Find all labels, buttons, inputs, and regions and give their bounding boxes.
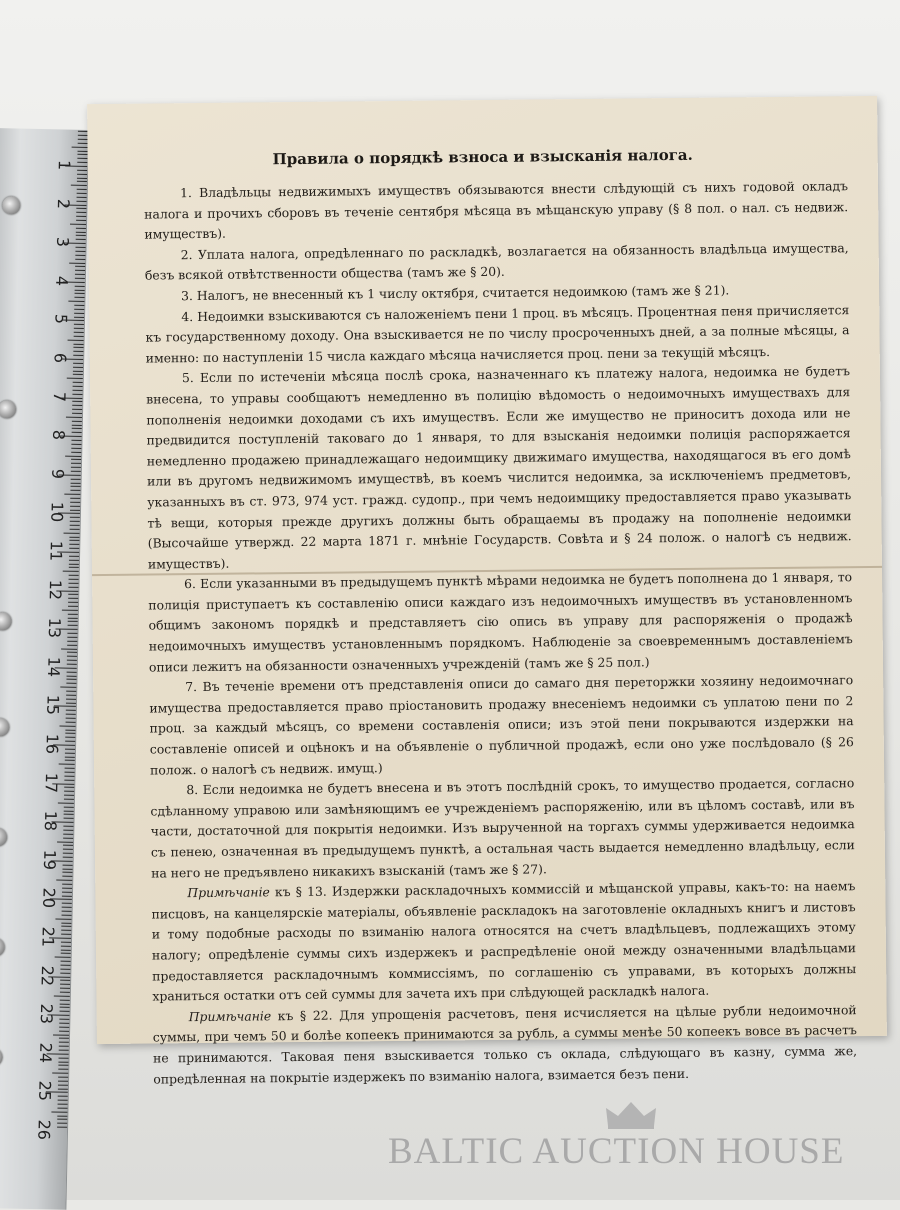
ruler-tick [65,729,75,730]
ruler-tick [75,251,85,252]
ruler-tick [57,1119,67,1120]
paragraph-1: 1. Владѣльцы недвижимыхъ имуществъ обязываются внести слѣдующій съ нихъ годовой окладъ налога и прочихъ сборовъ въ теченіе сентября мѣсяца въ мѣщанскую управу (§ 8 пол. о нал. съ недвиж. имуществъ). [144,178,849,242]
ruler-tick [55,957,71,958]
ruler-tick [62,914,72,915]
ruler-tick [67,656,77,657]
ruler-tick [67,633,77,634]
ruler-tick [59,1050,69,1051]
ruler-tick [59,1057,69,1058]
ruler-number: 25 [35,1080,55,1102]
ruler-number: 5 [51,314,71,325]
ruler-tick [63,826,73,827]
ruler-tick [64,532,80,533]
ruler-tick [67,640,77,641]
ruler-tick [69,563,79,564]
ruler-tick [61,922,71,923]
ruler-tick [73,355,83,356]
ruler-tick [59,1046,69,1047]
ruler-rivet [0,938,5,956]
ruler-tick [60,980,70,981]
ruler-tick [73,386,83,387]
ruler-tick [60,1011,70,1012]
ruler-tick [64,795,74,796]
ruler-tick [71,185,87,186]
ruler-tick [60,988,70,989]
ruler-tick [71,459,81,460]
ruler-tick [67,664,77,665]
ruler-tick [59,1038,69,1039]
ruler-tick [68,586,78,587]
ruler-number: 16 [42,733,62,755]
ruler-number: 7 [49,391,69,402]
ruler-tick [64,494,80,495]
ruler-tick [63,837,73,838]
ruler-number: 24 [35,1042,56,1063]
ruler-tick [65,768,75,769]
ruler-tick [62,891,72,892]
ruler-tick [66,417,82,418]
ruler-tick [72,146,88,147]
ruler-tick [62,872,72,873]
ruler-tick [72,405,82,406]
ruler-tick [57,1107,67,1108]
ruler-tick [59,764,75,765]
ruler-tick [59,725,75,726]
ruler-tick [67,660,77,661]
ruler-tick [67,637,77,638]
ruler-tick [59,1042,69,1043]
ruler-tick [71,482,81,483]
ruler-tick [63,857,73,858]
ruler-tick [72,428,82,429]
ruler-tick [62,895,72,896]
ruler-tick [56,880,72,881]
ruler-number: 9 [48,468,68,480]
ruler-tick [72,393,82,394]
ruler-tick [58,1104,68,1105]
ruler-tick [62,876,72,877]
ruler-tick [72,432,82,433]
ruler-tick [60,972,70,973]
ruler-tick [75,266,85,267]
ruler-number: 18 [40,810,61,832]
ruler-tick [61,945,71,946]
ruler-tick [77,154,87,155]
ruler-tick [77,174,87,175]
ruler-tick [66,698,76,699]
ruler-tick [73,343,83,344]
ruler-tick [67,675,77,676]
ruler-tick [70,502,80,503]
ruler-tick [66,694,76,695]
ruler-tick [73,382,83,383]
ruler-number: 10 [47,501,67,523]
ruler-tick [60,999,70,1000]
ruler-tick [57,1115,67,1116]
ruler-tick [68,583,78,584]
document-body [144,176,857,1089]
ruler-number: 1 [54,159,74,171]
ruler-tick [58,1077,68,1078]
ruler-tick [66,683,76,684]
crown-icon [604,1100,658,1130]
ruler-tick [70,498,80,499]
ruler-tick [71,444,81,445]
paragraph-3: 3. Налогъ, не внесенный къ 1 числу октября, считается недоимкою (тамъ же § 21). [181,282,730,304]
ruler-tick [77,193,87,194]
ruler-tick [62,911,72,912]
ruler-tick [65,760,75,761]
ruler-tick [52,1073,68,1074]
ruler-tick [77,162,87,163]
ruler-rivet [0,400,16,418]
ruler-tick [76,220,86,221]
ruler-tick [71,478,81,479]
ruler-tick [68,602,78,603]
paragraph-6: 6. Если указанными въ предыдущемъ пунктѣ мѣрами недоимка не будетъ пополнена до 1 января, то полиція приступаетъ къ составленію описи каждаго изъ недоимочныхъ имуществъ въ установленномъ общимъ закономъ порядкѣ и представляетъ сію опись въ управу для распоряженія о продажѣ недоимочныхъ имуществъ установленнымъ порядкомъ. Наблюденіе за своевременнымъ доставленіемъ описи лежитъ на обязанности означенныхъ учрежденій (тамъ же § 25 пол.) [148,569,853,675]
ruler-tick [74,324,84,325]
ruler-tick [61,941,71,942]
ruler-number: 15 [43,694,63,716]
ruler-tick [61,930,71,931]
ruler-number: 22 [37,965,57,986]
ruler-tick [61,934,71,935]
ruler-tick [65,752,75,753]
ruler-tick [69,567,79,568]
ruler-tick [58,1069,68,1070]
ruler-tick [68,594,78,595]
ruler-tick [58,1061,68,1062]
ruler-number: 14 [44,656,64,678]
ruler-tick [63,864,73,865]
ruler-number: 6 [50,352,70,364]
ruler-tick [70,529,80,530]
paragraph-4: 4. Недоимки взыскиваются съ наложеніемъ пени 1 проц. въ мѣсяцъ. Процентная пеня причисляется къ государственному доходу. Она взыскивается не по числу просроченныхъ дней, а за полные мѣсяцы, а именно: по наступленіи 15 числа каждаго мѣсяца начисляется проц. пени за текущій мѣсяцъ. [145,301,850,366]
ruler-tick [67,644,77,645]
ruler-tick [65,772,75,773]
paragraph-8: 8. Если недоимка не будетъ внесена и въ этотъ послѣдній срокъ, то имущество продается, согласно сдѣланному управою или замѣняющимъ ее учрежденіемъ распоряженію, или въ цѣломъ составѣ, или въ части, достаточной для покрытія недоимки. Изъ вырученной на торгахъ суммы удерживается недоимка съ пенею, означенная въ предыдущемъ пунктѣ, а остальная часть выдается немедленно владѣльцу, если на него не предъявлено никакихъ взысканій (тамъ же § 27). [150,775,855,881]
ruler-number: 11 [46,540,66,562]
ruler-tick [71,463,81,464]
ruler-rivet [0,718,10,736]
ruler-tick [66,714,76,715]
ruler-tick [62,903,72,904]
ruler-number: 4 [52,275,72,287]
ruler-tick [76,201,86,202]
ruler-number: 12 [45,579,66,600]
ruler-tick [60,1003,70,1004]
ruler-tick [58,1080,68,1081]
ruler-tick [72,424,82,425]
ruler-tick [62,868,72,869]
ruler-tick [69,556,79,557]
ruler-tick [64,814,74,815]
ruler-tick [64,806,74,807]
ruler-number: 17 [41,772,62,793]
ruler-tick [62,609,78,610]
note-1 [151,876,856,1007]
ruler-tick [59,1030,69,1031]
ruler-tick [64,791,74,792]
ruler-tick [65,733,75,734]
ruler-tick [70,517,80,518]
ruler-tick [75,289,85,290]
ruler-tick [63,830,73,831]
ruler-tick [76,216,86,217]
ruler-tick [74,297,84,298]
ruler-tick [59,1026,69,1027]
ruler-tick [73,363,83,364]
ruler-tick [77,197,87,198]
ruler-tick [66,718,76,719]
ruler-tick [65,749,75,750]
ruler-tick [57,841,73,842]
ruler-tick [73,370,83,371]
ruler-tick [73,374,83,375]
ruler-tick [66,721,76,722]
ruler-tick [68,617,78,618]
ruler-tick [71,467,81,468]
ruler-tick [64,779,74,780]
ruler-tick [75,278,85,279]
ruler-tick [58,1096,68,1097]
ruler-tick [64,818,74,819]
ruler-tick [59,1019,69,1020]
ruler-tick [57,1127,67,1128]
ruler-tick [63,833,73,834]
ruler-tick [64,776,74,777]
ruler-tick [69,579,79,580]
ruler-tick [58,802,74,803]
ruler-tick [78,135,88,136]
ruler-tick [66,710,76,711]
ruler-number: 19 [39,849,60,871]
ruler-tick [70,505,80,506]
ruler-tick [63,853,73,854]
ruler-tick [78,143,88,144]
ruler-number: 26 [34,1119,54,1141]
ruler-tick [68,621,78,622]
ruler-tick [68,301,84,302]
ruler-tick [62,884,72,885]
ruler-tick [70,509,80,510]
ruler-rivet [0,612,12,630]
watermark-text: BALTIC AUCTION HOUSE [388,1131,845,1172]
ruler-tick [73,390,83,391]
ruler-tick [54,995,70,996]
ruler-tick [74,336,84,337]
ruler-tick [69,575,79,576]
ruler-tick [62,887,72,888]
ruler-tick [70,490,80,491]
paragraph-2: 2. Уплата налога, опредѣленнаго по раскладкѣ, возлагается на обязанность владѣльца имущества, безъ всякой отвѣтственности общества (тамъ же § 20). [144,239,849,283]
ruler-tick [72,413,82,414]
ruler-tick [57,1123,67,1124]
ruler-tick [60,1007,70,1008]
ruler-tick [66,679,76,680]
ruler-tick [60,984,70,985]
ruler-tick [72,401,82,402]
ruler-tick [65,741,75,742]
ruler-tick [65,455,81,456]
ruler-tick [70,486,80,487]
ruler-tick [60,965,70,966]
ruler-tick [77,170,87,171]
ruler-tick [69,544,79,545]
ruler-tick [66,702,76,703]
ruler-tick [77,177,87,178]
ruler-tick [65,756,75,757]
ruler-tick [65,737,75,738]
ruler-tick [74,332,84,333]
ruler-tick [60,687,76,688]
note-1-label: Примѣчаніе [187,884,270,901]
ruler-tick [76,239,86,240]
ruler-tick [73,351,83,352]
ruler-tick [70,525,80,526]
ruler-tick [61,926,71,927]
ruler-tick [71,471,81,472]
ruler-tick [61,949,71,950]
ruler-number: 3 [53,236,73,248]
ruler-tick [78,139,88,140]
ruler-tick [76,212,86,213]
ruler-tick [68,613,78,614]
ruler-tick [63,849,73,850]
ruler-tick [75,258,85,259]
ruler-tick [63,845,73,846]
ruler-tick [74,305,84,306]
ruler-tick [76,228,86,229]
ruler-tick [77,158,87,159]
ruler-tick [67,652,77,653]
ruler-tick [71,440,81,441]
ruler-rivet [0,828,7,846]
ruler-tick [60,968,70,969]
ruler-tick [75,285,85,286]
ruler-tick [58,1100,68,1101]
ruler-tick [69,559,79,560]
ruler-tick [68,606,78,607]
ruler-tick [64,810,74,811]
ruler-tick [68,339,84,340]
ruler-tick [67,378,83,379]
ruler-tick [64,799,74,800]
paragraph-7: 7. Въ теченіе времени отъ представленія описи до самаго дня переторжки хозяину недоимочнаго имущества предоставляется право пріостановить продажу внесеніемъ недоимки съ уплатою пени по 2 проц. за каждый мѣсяцъ, со времени составленія описи; изъ этой пени покрываются издержки на составленіе описей и оцѣнокъ и на объявленіе о публичной продажѣ, если оно уже послѣдовало (§ 26 полож. о налогѣ съ недвиж. имущ.) [149,672,854,778]
ruler-tick [68,625,78,626]
ruler-tick [63,571,79,572]
ruler-tick [60,992,70,993]
ruler-number: 20 [39,887,59,909]
ruler-tick [68,598,78,599]
ruler-tick [76,235,86,236]
ruler-tick [73,347,83,348]
ruler-tick [69,548,79,549]
ruler-tick [61,648,77,649]
ruler-tick [74,309,84,310]
ruler-tick [61,953,71,954]
ruler-tick [74,312,84,313]
ruler-tick [74,328,84,329]
note-2-text: къ § 22. Для упрощенія расчетовъ, пеня исчисляется на цѣлые рубли недоимочной суммы, при чемъ 50 и болѣе копеекъ принимаются за рубль, а суммы менѣе 50 копеекъ вовсе въ расчетъ не принимаются. Таковая пеня взыскивается только съ оклада, слѣдующаго въ казну, сумма же, опредѣленная на покрытіе издержекъ по взиманію налога, взимается безъ пени. [152,1001,858,1087]
paragraph-5: 5. Если по истеченіи мѣсяца послѣ срока, назначеннаго къ платежу налога, недоимка не будетъ внесена, то управы сообщаютъ немедленно въ полицію вѣдомость о недоимочныхъ имуществахъ для пополненія недоимки доходами съ ихъ имуществъ. Если же имущество не приноситъ дохода или не предвидится поступленій таковаго до 1 января, то для взысканія недоимки полиція распоряжается немедленно продажею принадлежащаго недоимщику движимаго имущества, находящагося въ его домѣ или въ другомъ недвижимомъ имуществѣ, въ коемъ числится недоимка, за исключеніемъ предметовъ, указанныхъ въ ст. 973, 974 уст. гражд. судопр., при чемъ недоимщику предоставляется право указывать тѣ вещи, которыя прежде другихъ должны быть обращаемы въ продажу на пополненіе недоимки (Высочайше утвержд. 22 марта 1871 г. мнѣніе Государств. Совѣта и § 24 полож. о налогѣ съ недвиж. имуществъ). [146,363,852,572]
ruler-tick [71,451,81,452]
ruler-tick [75,293,85,294]
ruler-tick [72,420,82,421]
ruler-number: 23 [36,1003,57,1025]
ruler-tick [75,274,85,275]
ruler-tick [55,918,71,919]
note-2 [153,1000,858,1090]
ruler-tick [62,907,72,908]
ruler-number: 8 [48,429,69,441]
ruler-tick [76,247,86,248]
ruler-number: 13 [44,617,65,639]
ruler-tick [58,1084,68,1085]
note-2-label: Примѣчаніе [188,1008,272,1024]
ruler-tick [78,150,88,151]
ruler-tick [72,409,82,410]
ruler-number: 2 [53,198,74,209]
ruler-tick [69,536,79,537]
document-title: Правила о порядкѣ взноса и взысканія налога. [272,145,693,169]
ruler-tick [69,262,85,263]
ruler-tick [77,189,87,190]
ruler-number: 21 [38,926,58,948]
ruler-tick [76,231,86,232]
ruler-rivet [0,1048,3,1066]
ruler-tick [73,366,83,367]
ruler-tick [74,316,84,317]
ruler-tick [53,1034,69,1035]
ruler-tick [77,181,87,182]
ruler-tick [67,671,77,672]
ruler-tick [70,521,80,522]
ruler-tick [75,270,85,271]
ruler-tick [58,1088,68,1089]
ruler-tick [64,787,74,788]
ruler-tick [71,447,81,448]
document-sheet [87,96,887,1087]
ruler-tick [76,208,86,209]
ruler-tick [51,1111,67,1112]
ruler-tick [58,1065,68,1066]
ruler-tick [70,224,86,225]
note-1-text: къ § 13. Издержки раскладочныхъ коммиссій и мѣщанской управы, какъ-то: на наемъ писцовъ, на канцелярскіе матеріалы, объявленіе раскладокъ на заготовленіе окладныхъ книгъ и листовъ и тому подобные расходы по взиманію налога относятся на счетъ владѣльцевъ, подлежащихъ этому налогу; опредѣленіе суммы сихъ издержекъ и распредѣленіе оной между означенными владѣльцами предоставляется раскладочнымъ коммиссіямъ, по соглашенію съ управами, въ которыхъ должны храниться остатки отъ сей суммы для зачета ихъ при слѣдующей раскладкѣ налога. [151,878,857,1004]
ruler-tick [66,691,76,692]
ruler-tick [69,540,79,541]
ruler-tick [75,255,85,256]
ruler-tick [59,1023,69,1024]
ruler-tick [61,961,71,962]
ruler-rivet [2,196,20,214]
